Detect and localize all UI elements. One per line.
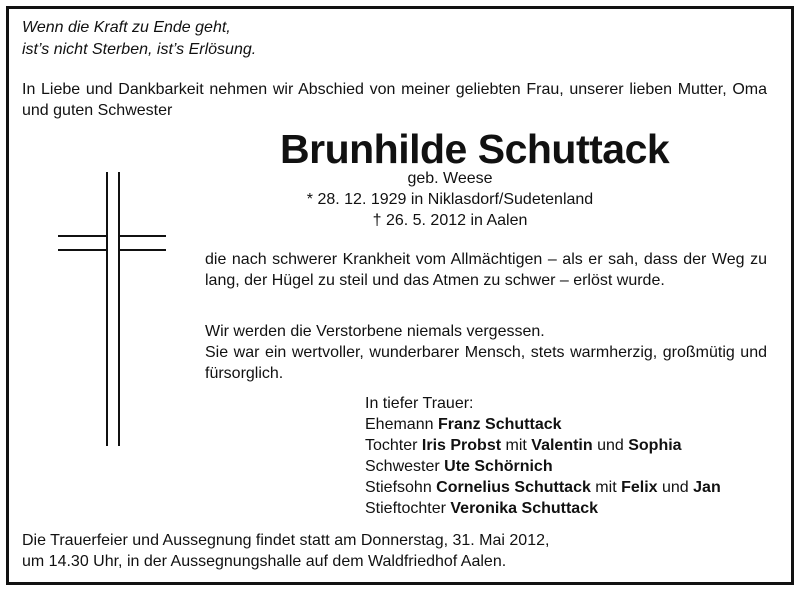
mourner-row: [365, 435, 721, 456]
mourner-name: Ute Schörnich: [444, 458, 553, 475]
connector: mit: [501, 437, 532, 454]
maiden-name: geb. Weese: [407, 170, 493, 187]
connector: und: [592, 437, 629, 454]
paragraph-2-line-1: Wir werden die Verstorbene niemals vergessen.: [205, 323, 545, 340]
motto: [22, 17, 256, 61]
deceased-dates: [300, 168, 600, 231]
mourners-list: [365, 393, 721, 519]
mourner-name: Jan: [693, 479, 721, 496]
birth-date: * 28. 12. 1929 in Niklasdorf/Sudetenland: [306, 191, 594, 208]
connector: und: [657, 479, 694, 496]
mourner-name: Cornelius Schuttack: [436, 479, 591, 496]
mourner-name: Valentin: [531, 437, 593, 454]
funeral-notice-line-2: um 14.30 Uhr, in der Aussegnungshalle auf dem Waldfriedhof Aalen.: [22, 553, 507, 570]
deceased-name: Brunhilde Schuttack: [280, 126, 670, 172]
mourner-row: [365, 498, 721, 519]
mourners-heading: In tiefer Trauer:: [365, 395, 474, 412]
death-date: † 26. 5. 2012 in Aalen: [372, 212, 528, 229]
motto-line-2: ist’s nicht Sterben, ist’s Erlösung.: [22, 41, 257, 58]
connector: mit: [590, 479, 622, 496]
mourner-row: [365, 456, 721, 477]
mourner-name: Veronika Schuttack: [450, 500, 598, 517]
relation: Stieftochter: [365, 500, 451, 517]
paragraph-2: [205, 321, 767, 384]
mourner-row: [365, 477, 721, 498]
funeral-notice-line-1: Die Trauerfeier und Aussegnung findet statt am Donnerstag, 31. Mai 2012,: [22, 532, 550, 549]
mourner-name: Franz Schuttack: [437, 416, 562, 433]
relation: Ehemann: [365, 416, 438, 433]
mourner-name: Felix: [621, 479, 658, 496]
funeral-notice: [22, 530, 549, 572]
cross-icon: [52, 172, 166, 446]
paragraph-2-line-2: Sie war ein wertvoller, wunderbarer Mensch, stets warmherzig, großmütig und fürsorglich.: [205, 344, 767, 382]
motto-line-1: Wenn die Kraft zu Ende geht,: [22, 19, 231, 36]
paragraph-1: die nach schwerer Krankheit vom Allmächtigen – als er sah, dass der Weg zu lang, der Hügel zu steil und das Atmen zu schwer – erlöst wurde.: [205, 251, 767, 289]
relation: Schwester: [365, 458, 445, 475]
mourner-name: Sophia: [628, 437, 682, 454]
mourner-row: [365, 414, 721, 435]
intro-text: In Liebe und Dankbarkeit nehmen wir Abschied von meiner geliebten Frau, unserer lieben Mutter, Oma und guten Schwester: [22, 81, 767, 119]
mourner-name: Iris Probst: [421, 437, 502, 454]
relation: Stiefsohn: [365, 479, 437, 496]
relation: Tochter: [365, 437, 422, 454]
